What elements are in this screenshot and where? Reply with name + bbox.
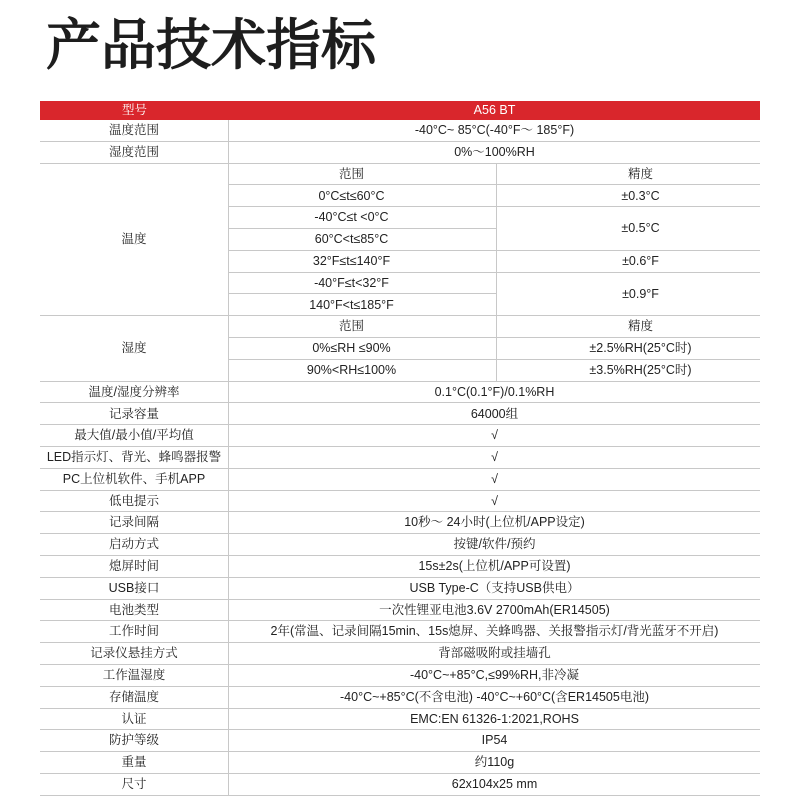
spec-value: 2年(常温、记录间隔15min、15s熄屏、关蜂鸣器、关报警指示灯/背光蓝牙不开启)	[229, 621, 760, 643]
range-column-header: 范围	[229, 164, 497, 186]
spec-value: USB Type-C（支持USB供电）	[229, 578, 760, 600]
humidity-range-cell: 90%<RH≤100%	[229, 360, 497, 382]
spec-table	[40, 101, 760, 796]
spec-label: 尺寸	[40, 774, 229, 796]
spec-label: PC上位机软件、手机APP	[40, 469, 229, 491]
supported-checkmark: √	[229, 469, 760, 491]
spec-label: 最大值/最小值/平均值	[40, 425, 229, 447]
spec-value: 15s±2s(上位机/APP可设置)	[229, 556, 760, 578]
supported-checkmark: √	[229, 425, 760, 447]
spec-label: LED指示灯、背光、蜂鸣器报警	[40, 447, 229, 469]
model-label: 型号	[40, 101, 229, 120]
temperature-range-cell: 0°C≤t≤60°C	[229, 185, 497, 207]
spec-value: 约110g	[229, 752, 760, 774]
spec-value: -40°C~+85°C,≤99%RH,非冷凝	[229, 665, 760, 687]
spec-value: 64000组	[229, 403, 760, 425]
humidity-accuracy-cell: ±2.5%RH(25°C时)	[497, 338, 760, 360]
spec-value: IP54	[229, 730, 760, 752]
temperature-accuracy-cell: ±0.3°C	[497, 185, 760, 207]
spec-label: 重量	[40, 752, 229, 774]
range-column-header: 范围	[229, 316, 497, 338]
spec-label: USB接口	[40, 578, 229, 600]
spec-value: 10秒～ 24小时(上位机/APP设定)	[229, 512, 760, 534]
accuracy-column-header: 精度	[497, 316, 760, 338]
spec-value: 一次性锂亚电池3.6V 2700mAh(ER14505)	[229, 600, 760, 622]
spec-value: EMC:EN 61326-1:2021,ROHS	[229, 709, 760, 731]
temperature-accuracy-cell: ±0.6°F	[497, 251, 760, 273]
spec-label: 认证	[40, 709, 229, 731]
spec-value: 背部磁吸附或挂墙孔	[229, 643, 760, 665]
humidity-accuracy-label: 湿度	[40, 316, 229, 381]
temperature-accuracy-cell: ±0.5°C	[497, 207, 760, 251]
accuracy-column-header: 精度	[497, 164, 760, 186]
temperature-range-cell: 60°C<t≤85°C	[229, 229, 497, 251]
supported-checkmark: √	[229, 491, 760, 513]
humidity-range-label: 湿度范围	[40, 142, 229, 164]
temperature-range-cell: 140°F<t≤185°F	[229, 294, 497, 316]
temperature-accuracy-cell: ±0.9°F	[497, 273, 760, 317]
spec-label: 温度/湿度分辨率	[40, 382, 229, 404]
temperature-range-label: 温度范围	[40, 120, 229, 142]
spec-value: 62x104x25 mm	[229, 774, 760, 796]
spec-label: 存储温度	[40, 687, 229, 709]
spec-label: 熄屏时间	[40, 556, 229, 578]
humidity-range-cell: 0%≤RH ≤90%	[229, 338, 497, 360]
temperature-range-cell: 32°F≤t≤140°F	[229, 251, 497, 273]
spec-value: 按键/软件/预约	[229, 534, 760, 556]
spec-label: 记录仪悬挂方式	[40, 643, 229, 665]
temperature-range-cell: -40°F≤t<32°F	[229, 273, 497, 295]
supported-checkmark: √	[229, 447, 760, 469]
spec-label: 电池类型	[40, 600, 229, 622]
spec-label: 低电提示	[40, 491, 229, 513]
spec-label: 启动方式	[40, 534, 229, 556]
temperature-accuracy-label: 温度	[40, 164, 229, 317]
humidity-range-value: 0%～100%RH	[229, 142, 760, 164]
spec-label: 工作温湿度	[40, 665, 229, 687]
temperature-range-value: -40°C~ 85°C(-40°F～ 185°F)	[229, 120, 760, 142]
spec-label: 防护等级	[40, 730, 229, 752]
humidity-accuracy-cell: ±3.5%RH(25°C时)	[497, 360, 760, 382]
spec-label: 工作时间	[40, 621, 229, 643]
spec-value: 0.1°C(0.1°F)/0.1%RH	[229, 382, 760, 404]
spec-label: 记录容量	[40, 403, 229, 425]
temperature-range-cell: -40°C≤t <0°C	[229, 207, 497, 229]
model-value: A56 BT	[229, 101, 760, 120]
page-title: 产品技术指标	[46, 13, 377, 77]
spec-value: -40°C~+85°C(不含电池) -40°C~+60°C(含ER14505电池)	[229, 687, 760, 709]
spec-label: 记录间隔	[40, 512, 229, 534]
